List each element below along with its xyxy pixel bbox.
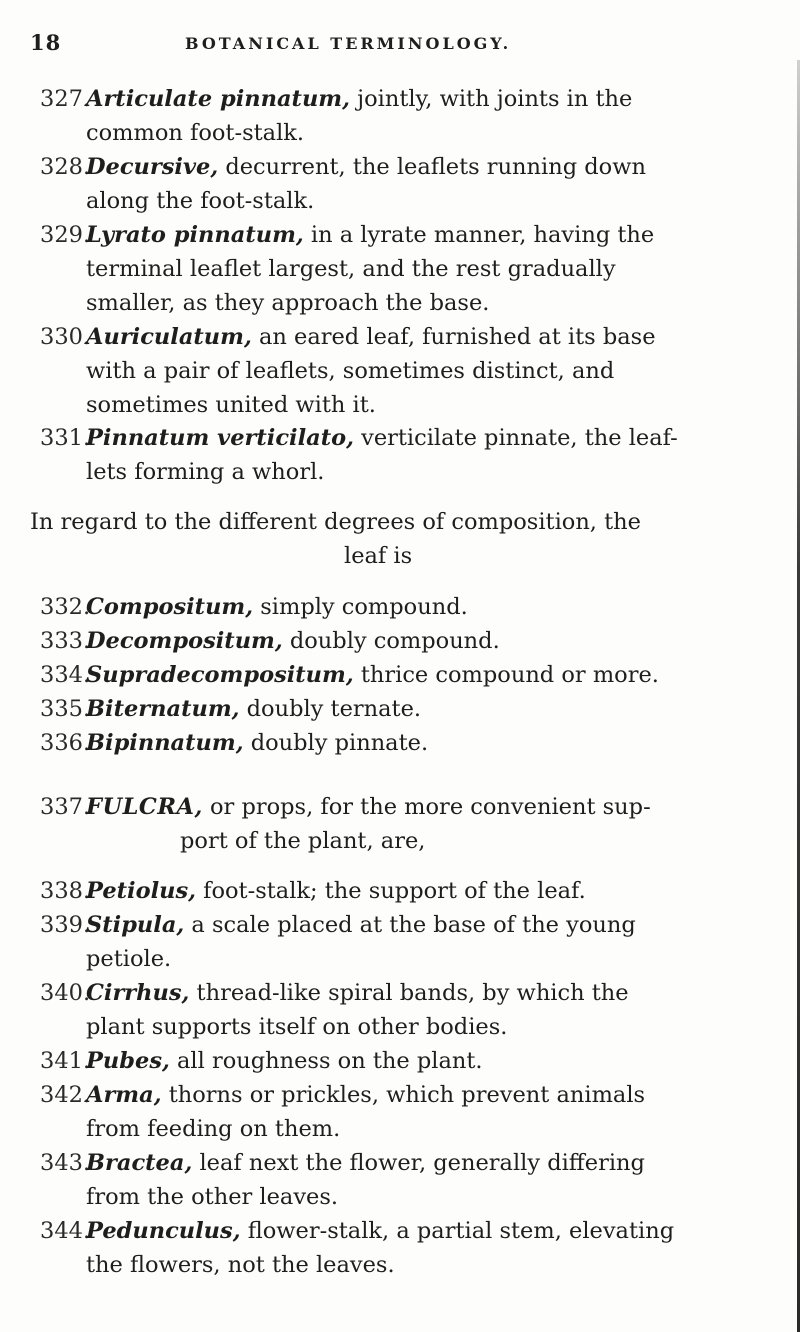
entry-337 <box>40 790 795 858</box>
entry-344 <box>40 1214 795 1282</box>
entry-definition-cont: common foot-stalk. <box>86 120 305 146</box>
intro-line-1: In regard to the different degrees of composition, the <box>30 509 641 535</box>
entry-definition: leaf next the flower, generally differing <box>199 1150 645 1176</box>
entry-term: Bractea, <box>86 1150 193 1176</box>
entry-number: 328. <box>40 154 91 180</box>
entry-definition: in a lyrate manner, having the <box>310 222 655 248</box>
running-head: BOTANICAL TERMINOLOGY. <box>185 34 512 53</box>
entry-definition-cont: port of the plant, are, <box>180 828 426 854</box>
entry-329 <box>40 218 795 320</box>
entry-term: Auriculatum, <box>86 324 252 350</box>
entry-number: 343. <box>40 1150 91 1176</box>
entry-term: Biternatum, <box>86 696 240 722</box>
entry-330 <box>40 320 795 422</box>
entry-term: Pinnatum verticilato, <box>86 425 354 451</box>
entry-term: Compositum, <box>86 594 254 620</box>
entry-definition-cont: the flowers, not the leaves. <box>86 1252 395 1278</box>
entry-term: Arma, <box>86 1082 162 1108</box>
entry-number: 338. <box>40 878 91 904</box>
entry-definition-cont: with a pair of leaflets, sometimes distinct, and <box>86 358 615 384</box>
entry-number: 331. <box>40 425 91 451</box>
entry-number: 329. <box>40 222 91 248</box>
entry-335 <box>40 692 795 726</box>
entry-331 <box>40 421 795 489</box>
entry-definition: decurrent, the leaflets running down <box>225 154 646 180</box>
entry-number: 330. <box>40 324 91 350</box>
entry-term: Decompositum, <box>86 628 283 654</box>
entry-number: 341. <box>40 1048 91 1074</box>
entry-number: 339. <box>40 912 91 938</box>
entry-definition: a scale placed at the base of the young <box>191 912 636 938</box>
entry-number: 334. <box>40 662 91 688</box>
entry-341 <box>40 1044 795 1078</box>
entry-definition-cont: petiole. <box>86 946 172 972</box>
page-number: 18 <box>30 30 62 55</box>
entry-number: 333. <box>40 628 91 654</box>
entry-definition: foot-stalk; the support of the leaf. <box>203 878 586 904</box>
entry-definition-cont: along the foot-stalk. <box>86 188 315 214</box>
entry-328 <box>40 150 795 218</box>
entry-term: FULCRA, <box>86 794 203 820</box>
entry-definition: all roughness on the plant. <box>176 1048 483 1074</box>
entry-338 <box>40 874 795 908</box>
entry-term: Stipula, <box>86 912 185 938</box>
entry-definition-cont: terminal leaflet largest, and the rest gradually <box>86 256 616 282</box>
entry-definition: flower-stalk, a partial stem, elevating <box>247 1218 675 1244</box>
entry-definition: verticilate pinnate, the leaf- <box>361 425 678 451</box>
entry-term: Cirrhus, <box>86 980 190 1006</box>
entry-definition-cont: sometimes united with it. <box>86 392 376 418</box>
entry-339 <box>40 908 795 976</box>
entry-term: Decursive, <box>86 154 219 180</box>
entry-definition-cont: from the other leaves. <box>86 1184 339 1210</box>
entry-definition: an eared leaf, furnished at its base <box>258 324 656 350</box>
entry-number: 335. <box>40 696 91 722</box>
entry-term: Lyrato pinnatum, <box>86 222 304 248</box>
entry-definition-cont: lets forming a whorl. <box>86 459 325 485</box>
entry-definition: doubly compound. <box>289 628 500 654</box>
entry-term: Bipinnatum, <box>86 730 244 756</box>
entry-definition: doubly ternate. <box>246 696 422 722</box>
entry-definition: thread-like spiral bands, by which the <box>196 980 629 1006</box>
intro-paragraph <box>30 505 790 573</box>
entry-term: Pubes, <box>86 1048 170 1074</box>
entry-333 <box>40 624 795 658</box>
entry-332 <box>40 590 795 624</box>
entry-definition: or props, for the more convenient sup- <box>209 794 651 820</box>
entry-334 <box>40 658 795 692</box>
entry-number: 342. <box>40 1082 91 1108</box>
entry-definition-cont: plant supports itself on other bodies. <box>86 1014 508 1040</box>
entry-340 <box>40 976 795 1044</box>
entry-term: Supradecompositum, <box>86 662 354 688</box>
entry-definition: simply compound. <box>260 594 468 620</box>
entry-term: Articulate pinnatum, <box>86 86 350 112</box>
entry-definition: thrice compound or more. <box>360 662 659 688</box>
entry-definition: doubly pinnate. <box>250 730 429 756</box>
entry-definition: thorns or prickles, which prevent animals <box>168 1082 646 1108</box>
entry-number: 336. <box>40 730 91 756</box>
entry-342 <box>40 1078 795 1146</box>
entry-343 <box>40 1146 795 1214</box>
entry-number: 337. <box>40 794 91 820</box>
entry-definition-cont: from feeding on them. <box>86 1116 341 1142</box>
entry-336 <box>40 726 795 760</box>
entry-327 <box>40 82 795 150</box>
entry-number: 327. <box>40 86 91 112</box>
entry-number: 344. <box>40 1218 91 1244</box>
entry-term: Pedunculus, <box>86 1218 241 1244</box>
entry-number: 332. <box>40 594 91 620</box>
entry-definition-cont: smaller, as they approach the base. <box>86 290 490 316</box>
entry-term: Petiolus, <box>86 878 196 904</box>
entry-number: 340. <box>40 980 91 1006</box>
entry-definition: jointly, with joints in the <box>357 86 633 112</box>
intro-line-2: leaf is <box>344 543 413 569</box>
